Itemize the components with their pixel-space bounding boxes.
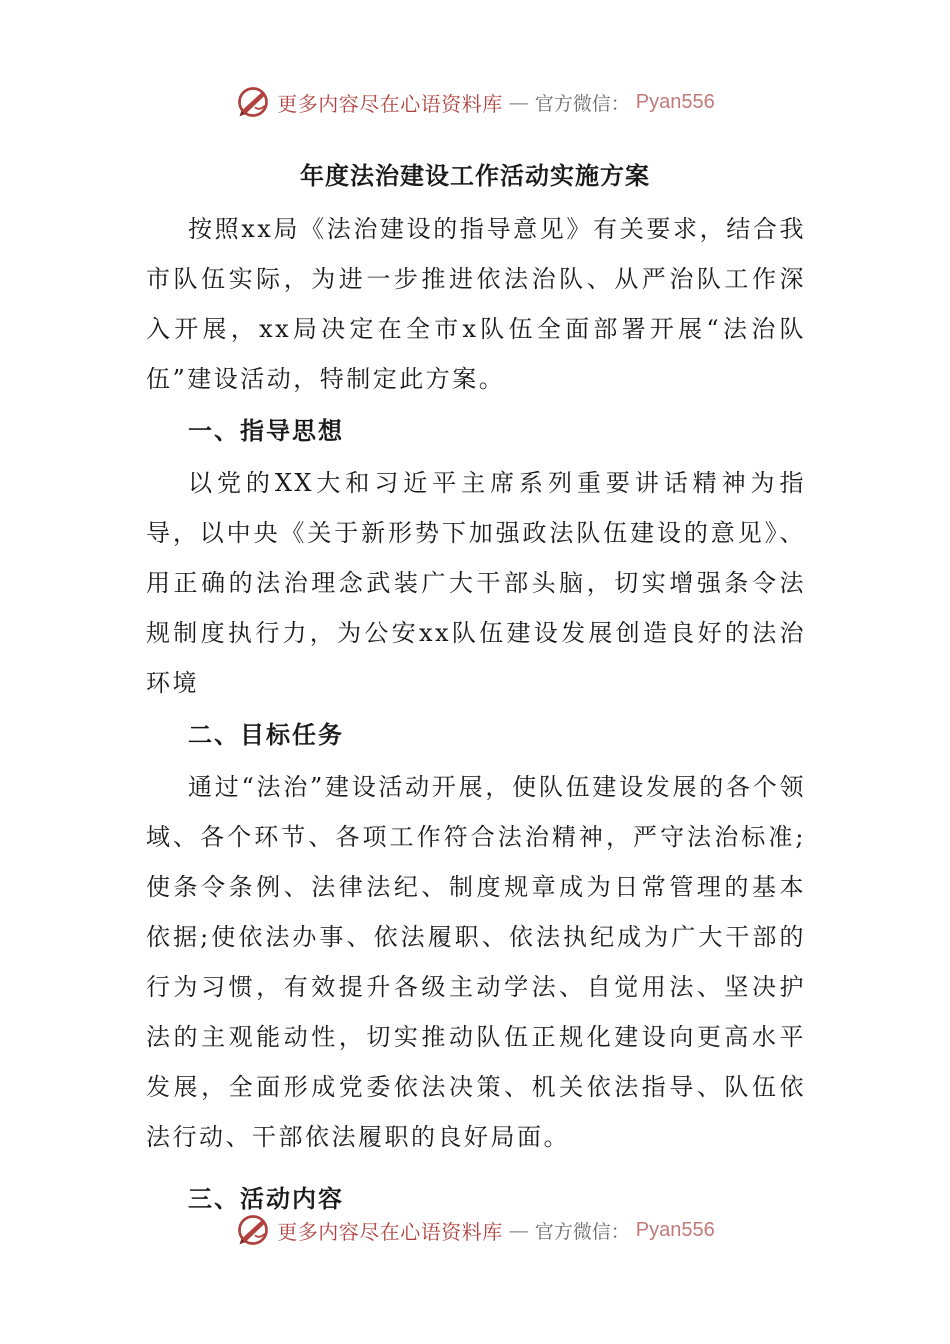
section-body-guiding-ideology: 以党的XX大和习近平主席系列重要讲话精神为指导，以中央《关于新形势下加强政法队伍建设的意见》、用正确的法治理念武装广大干部头脑，切实增强条令法规制度执行力，为公安xx队伍建设发展创造良好的法治环境 bbox=[146, 469, 806, 697]
section-heading-objectives: 二、目标任务 bbox=[188, 721, 344, 749]
watermark-wechat-id: Pyan556 bbox=[635, 90, 715, 113]
section-heading-guiding-ideology: 一、指导思想 bbox=[188, 417, 344, 445]
watermark-dash: — bbox=[508, 1218, 529, 1242]
watermark-official-label: 官方微信： bbox=[534, 92, 630, 115]
document-title: 年度法治建设工作活动实施方案 bbox=[300, 162, 650, 190]
watermark-official-label: 官方微信： bbox=[534, 1220, 630, 1243]
watermark-main-text: 更多内容尽在心语资料库 bbox=[277, 1219, 503, 1244]
watermark-banner-top bbox=[0, 80, 950, 124]
intro-paragraph: 按照xx局《法治建设的指导意见》有关要求，结合我市队伍实际，为进一步推进依法治队、从严治队工作深入开展，xx局决定在全市x队伍全面部署开展“法治队伍”建设活动，特制定此方案。 bbox=[146, 215, 806, 393]
watermark-banner-bottom bbox=[0, 1208, 950, 1252]
document-body bbox=[146, 204, 806, 1226]
pen-logo-icon bbox=[235, 84, 271, 120]
pen-logo-icon bbox=[235, 1212, 271, 1248]
watermark-dash: — bbox=[508, 90, 529, 114]
watermark-main-text: 更多内容尽在心语资料库 bbox=[277, 91, 503, 116]
section-heading-activities: 三、活动内容 bbox=[188, 1185, 344, 1213]
section-body-objectives: 通过“法治”建设活动开展，使队伍建设发展的各个领域、各个环节、各项工作符合法治精神，严守法治标准;使条令条例、法律法纪、制度规章成为日常管理的基本依据;使依法办事、依法履职、依法执纪成为广大干部的行为习惯，有效提升各级主动学法、自觉用法、坚决护法的主观能动性，切实推动队伍正规化建设向更高水平发展，全面形成党委依法决策、机关依法指导、队伍依法行动、干部依法履职的良好局面。 bbox=[146, 773, 806, 1151]
watermark-wechat-id: Pyan556 bbox=[635, 1218, 715, 1241]
